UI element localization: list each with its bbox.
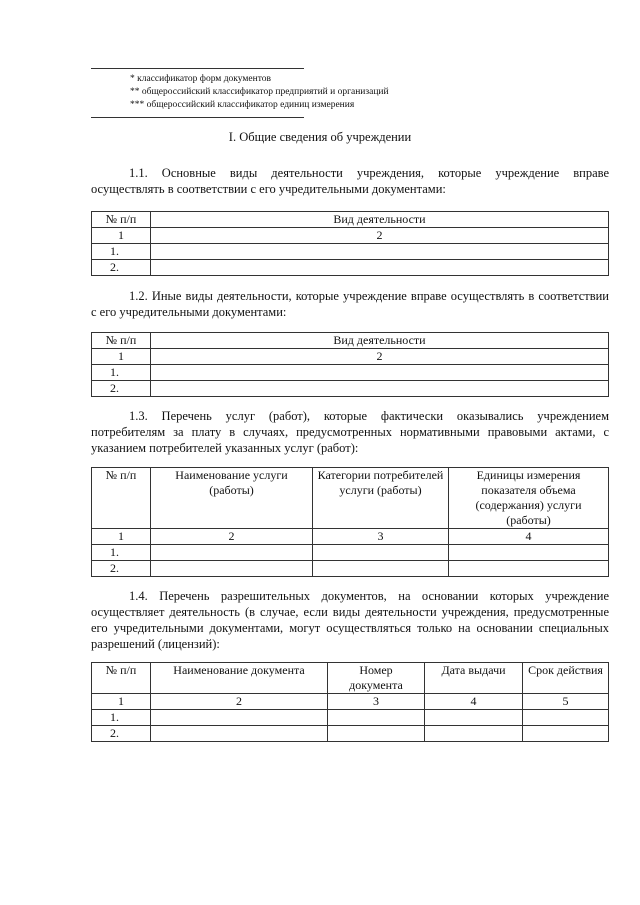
table-cell[interactable] xyxy=(425,710,523,726)
row-number: 2. xyxy=(92,561,151,577)
footnote-bottom-rule xyxy=(91,117,304,118)
row-number: 2. xyxy=(92,381,151,397)
col-header-validity: Срок действия xyxy=(523,663,609,694)
table-cell[interactable] xyxy=(328,726,425,742)
table-cell[interactable] xyxy=(151,381,609,397)
column-number: 1 xyxy=(92,228,151,244)
footnote-3: *** общероссийский классификатор единиц измерения xyxy=(130,100,355,110)
column-number: 2 xyxy=(151,529,313,545)
column-number: 1 xyxy=(92,349,151,365)
table-row xyxy=(92,365,609,381)
table-header-row xyxy=(92,663,609,694)
table-1-2 xyxy=(91,332,609,397)
col-header-service-name: Наименование услуги (работы) xyxy=(151,468,313,529)
column-number: 4 xyxy=(449,529,609,545)
column-number: 3 xyxy=(328,694,425,710)
footnote-top-rule xyxy=(91,68,304,69)
table-row xyxy=(92,381,609,397)
table-row xyxy=(92,545,609,561)
col-header-number: № п/п xyxy=(92,663,151,694)
column-number: 4 xyxy=(425,694,523,710)
table-cell[interactable] xyxy=(151,365,609,381)
column-number: 2 xyxy=(151,228,609,244)
paragraph-1-4: 1.4. Перечень разрешительных документов, на основании которых учреждение осуществляет деятельность (в случае, если виды деятельности учреждения, предусмотренные его учредительными документами, могут осуществляться только на основании специальных разрешений (лицензий): xyxy=(91,589,609,651)
table-header-row xyxy=(92,333,609,349)
table-1-1 xyxy=(91,211,609,276)
table-cell[interactable] xyxy=(151,710,328,726)
column-number: 2 xyxy=(151,349,609,365)
table-cell[interactable] xyxy=(425,726,523,742)
table-row xyxy=(92,561,609,577)
table-header-row xyxy=(92,468,609,529)
col-header-document-name: Наименование документа xyxy=(151,663,328,694)
footnote-2: ** общероссийский классификатор предприятий и организаций xyxy=(130,87,389,97)
col-header-number: № п/п xyxy=(92,333,151,349)
table-cell[interactable] xyxy=(151,545,313,561)
table-cell[interactable] xyxy=(523,726,609,742)
table-row xyxy=(92,260,609,276)
table-cell[interactable] xyxy=(313,561,449,577)
col-header-issue-date: Дата выдачи xyxy=(425,663,523,694)
row-number: 1. xyxy=(92,365,151,381)
column-number: 1 xyxy=(92,694,151,710)
col-header-number: № п/п xyxy=(92,212,151,228)
table-row xyxy=(92,244,609,260)
table-1-3 xyxy=(91,467,609,577)
row-number: 1. xyxy=(92,710,151,726)
paragraph-1-1: 1.1. Основные виды деятельности учреждения, которые учреждение вправе осуществлять в соответствии с его учредительными документами: xyxy=(91,166,609,196)
column-number-row xyxy=(92,529,609,545)
col-header-number: № п/п xyxy=(92,468,151,529)
row-number: 2. xyxy=(92,726,151,742)
table-cell[interactable] xyxy=(151,260,609,276)
paragraph-1-3: 1.3. Перечень услуг (работ), которые фактически оказывались учреждением потребителям за плату в случаях, предусмотренных нормативными правовыми актами, с указанием потребителей указанных услуг (работ): xyxy=(91,409,609,455)
column-number: 1 xyxy=(92,529,151,545)
table-cell[interactable] xyxy=(151,561,313,577)
column-number-row xyxy=(92,349,609,365)
footnote-1: * классификатор форм документов xyxy=(130,74,271,84)
table-cell[interactable] xyxy=(151,244,609,260)
table-row xyxy=(92,710,609,726)
col-header-activity: Вид деятельности xyxy=(151,212,609,228)
column-number: 2 xyxy=(151,694,328,710)
col-header-consumer-categories: Категории потребителей услуги (работы) xyxy=(313,468,449,529)
row-number: 2. xyxy=(92,260,151,276)
table-1-4 xyxy=(91,662,609,742)
column-number: 3 xyxy=(313,529,449,545)
table-cell[interactable] xyxy=(449,561,609,577)
table-cell[interactable] xyxy=(449,545,609,561)
section-title: I. Общие сведения об учреждении xyxy=(228,130,412,144)
col-header-units: Единицы измерения показателя объема (содержания) услуги (работы) xyxy=(449,468,609,529)
table-cell[interactable] xyxy=(313,545,449,561)
row-number: 1. xyxy=(92,244,151,260)
column-number-row xyxy=(92,694,609,710)
table-cell[interactable] xyxy=(523,710,609,726)
row-number: 1. xyxy=(92,545,151,561)
column-number: 5 xyxy=(523,694,609,710)
table-row xyxy=(92,726,609,742)
column-number-row xyxy=(92,228,609,244)
table-cell[interactable] xyxy=(328,710,425,726)
col-header-document-number: Номер документа xyxy=(328,663,425,694)
table-header-row xyxy=(92,212,609,228)
table-cell[interactable] xyxy=(151,726,328,742)
paragraph-1-2: 1.2. Иные виды деятельности, которые учреждение вправе осуществлять в соответствии с его учредительными документами: xyxy=(91,289,609,319)
col-header-activity: Вид деятельности xyxy=(151,333,609,349)
